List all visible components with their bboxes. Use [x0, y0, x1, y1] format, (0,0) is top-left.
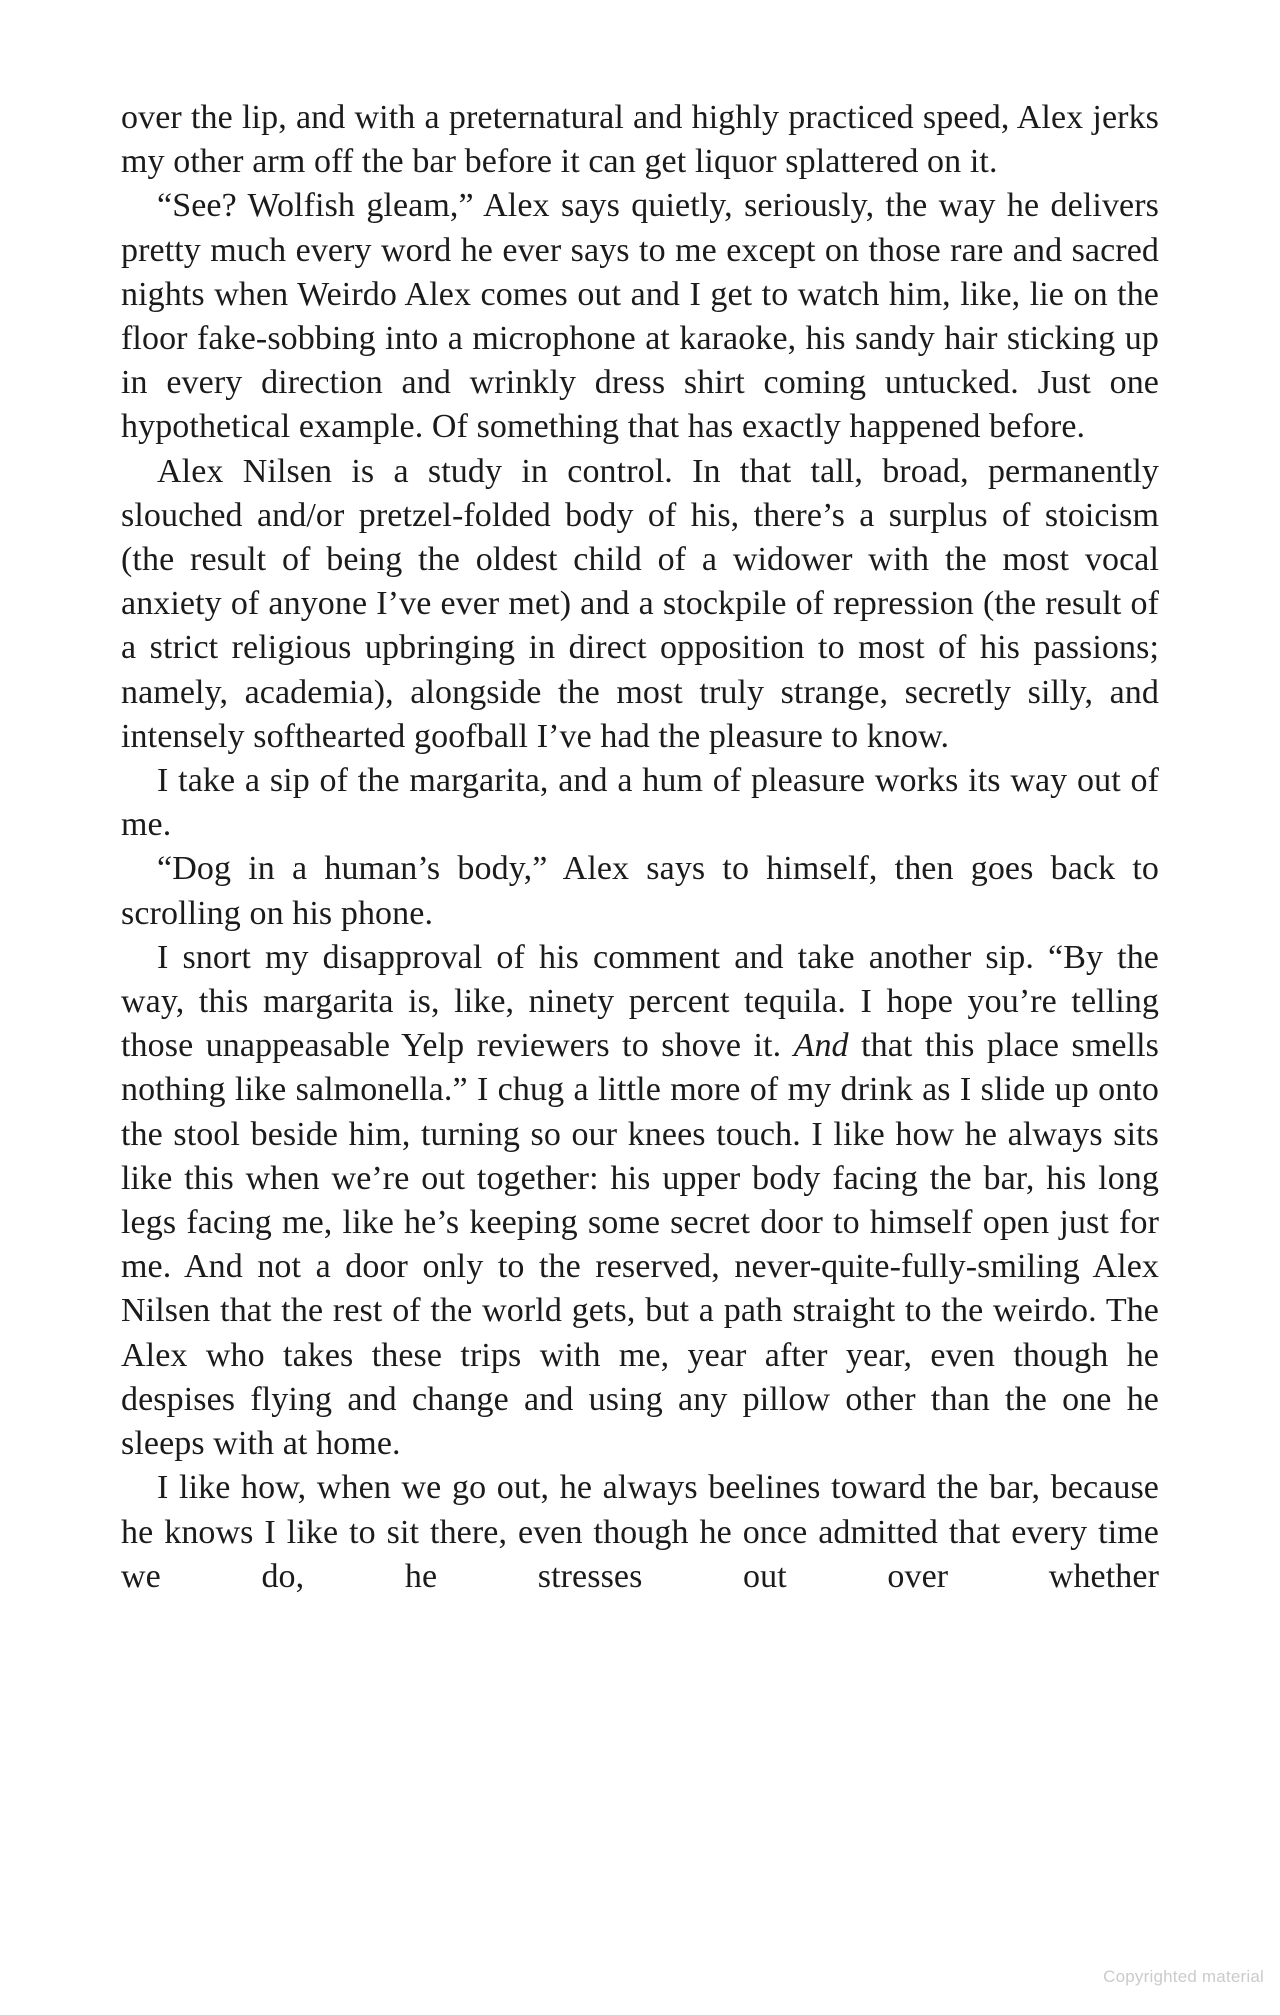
paragraph	[121, 847, 1159, 935]
paragraph	[121, 1466, 1159, 1599]
paragraph	[121, 936, 1159, 1466]
text-segment: that this place smells nothing like salmonella.” I chug a little more of my drink as I slide up onto the stool beside him, turning so our knees touch. I like how he always sits like this when we’re out together: his upper body facing the bar, his long legs facing me, like he’s keeping some secret door to himself open just for me. And not a door only to the reserved, never-quite-fully-smiling Alex Nilsen that the rest of the world gets, but a path straight to the weirdo. The Alex who takes these trips with me, year after year, even though he despises flying and change and using any pillow other than the one he sleeps with at home.	[121, 1027, 1159, 1463]
paragraph	[121, 759, 1159, 847]
paragraph	[121, 184, 1159, 449]
text-segment: “Dog in a human’s body,” Alex says to himself, then goes back to scrolling on his phone.	[121, 850, 1159, 932]
text-segment: I take a sip of the margarita, and a hum of pleasure works its way out of me.	[121, 762, 1159, 844]
copyright-watermark: Copyrighted material	[1103, 1967, 1264, 1986]
page-text	[121, 96, 1159, 1599]
text-segment: over the lip, and with a preternatural and highly practiced speed, Alex jerks my other arm off the bar before it can get liquor splattered on it.	[121, 99, 1159, 181]
text-segment: I snort my disapproval of his comment and take another sip. “By the way, this margarita is, like, ninety percent tequila. I hope you’re telling those unappeasable Yelp reviewers to shove it.	[121, 938, 1159, 1065]
text-segment: I like how, when we go out, he always beelines toward the bar, because he knows I like to sit there, even though he once admitted that every time we do, he stresses out over whether	[121, 1469, 1159, 1595]
text-segment: “See? Wolfish gleam,” Alex says quietly, seriously, the way he delivers pretty much every word he ever says to me except on those rare and sacred nights when Weirdo Alex comes out and I get to watch him, like, lie on the floor fake-sobbing into a microphone at karaoke, his sandy hair sticking up in every direction and wrinkly dress shirt coming untucked. Just one hypothetical example. Of something that has exactly happened before.	[121, 187, 1159, 446]
text-segment: Alex Nilsen is a study in control. In that tall, broad, permanently slouched and/or pretzel-folded body of his, there’s a surplus of stoicism (the result of being the oldest child of a widower with the most vocal anxiety of anyone I’ve ever met) and a stockpile of repression (the result of a strict religious upbringing in direct opposition to most of his passions; namely, academia), alongside the most truly strange, secretly silly, and intensely softhearted goofball I’ve had the pleasure to know.	[121, 452, 1159, 755]
paragraph	[121, 96, 1159, 184]
italic-text-segment: And	[793, 1027, 849, 1065]
paragraph	[121, 450, 1159, 759]
